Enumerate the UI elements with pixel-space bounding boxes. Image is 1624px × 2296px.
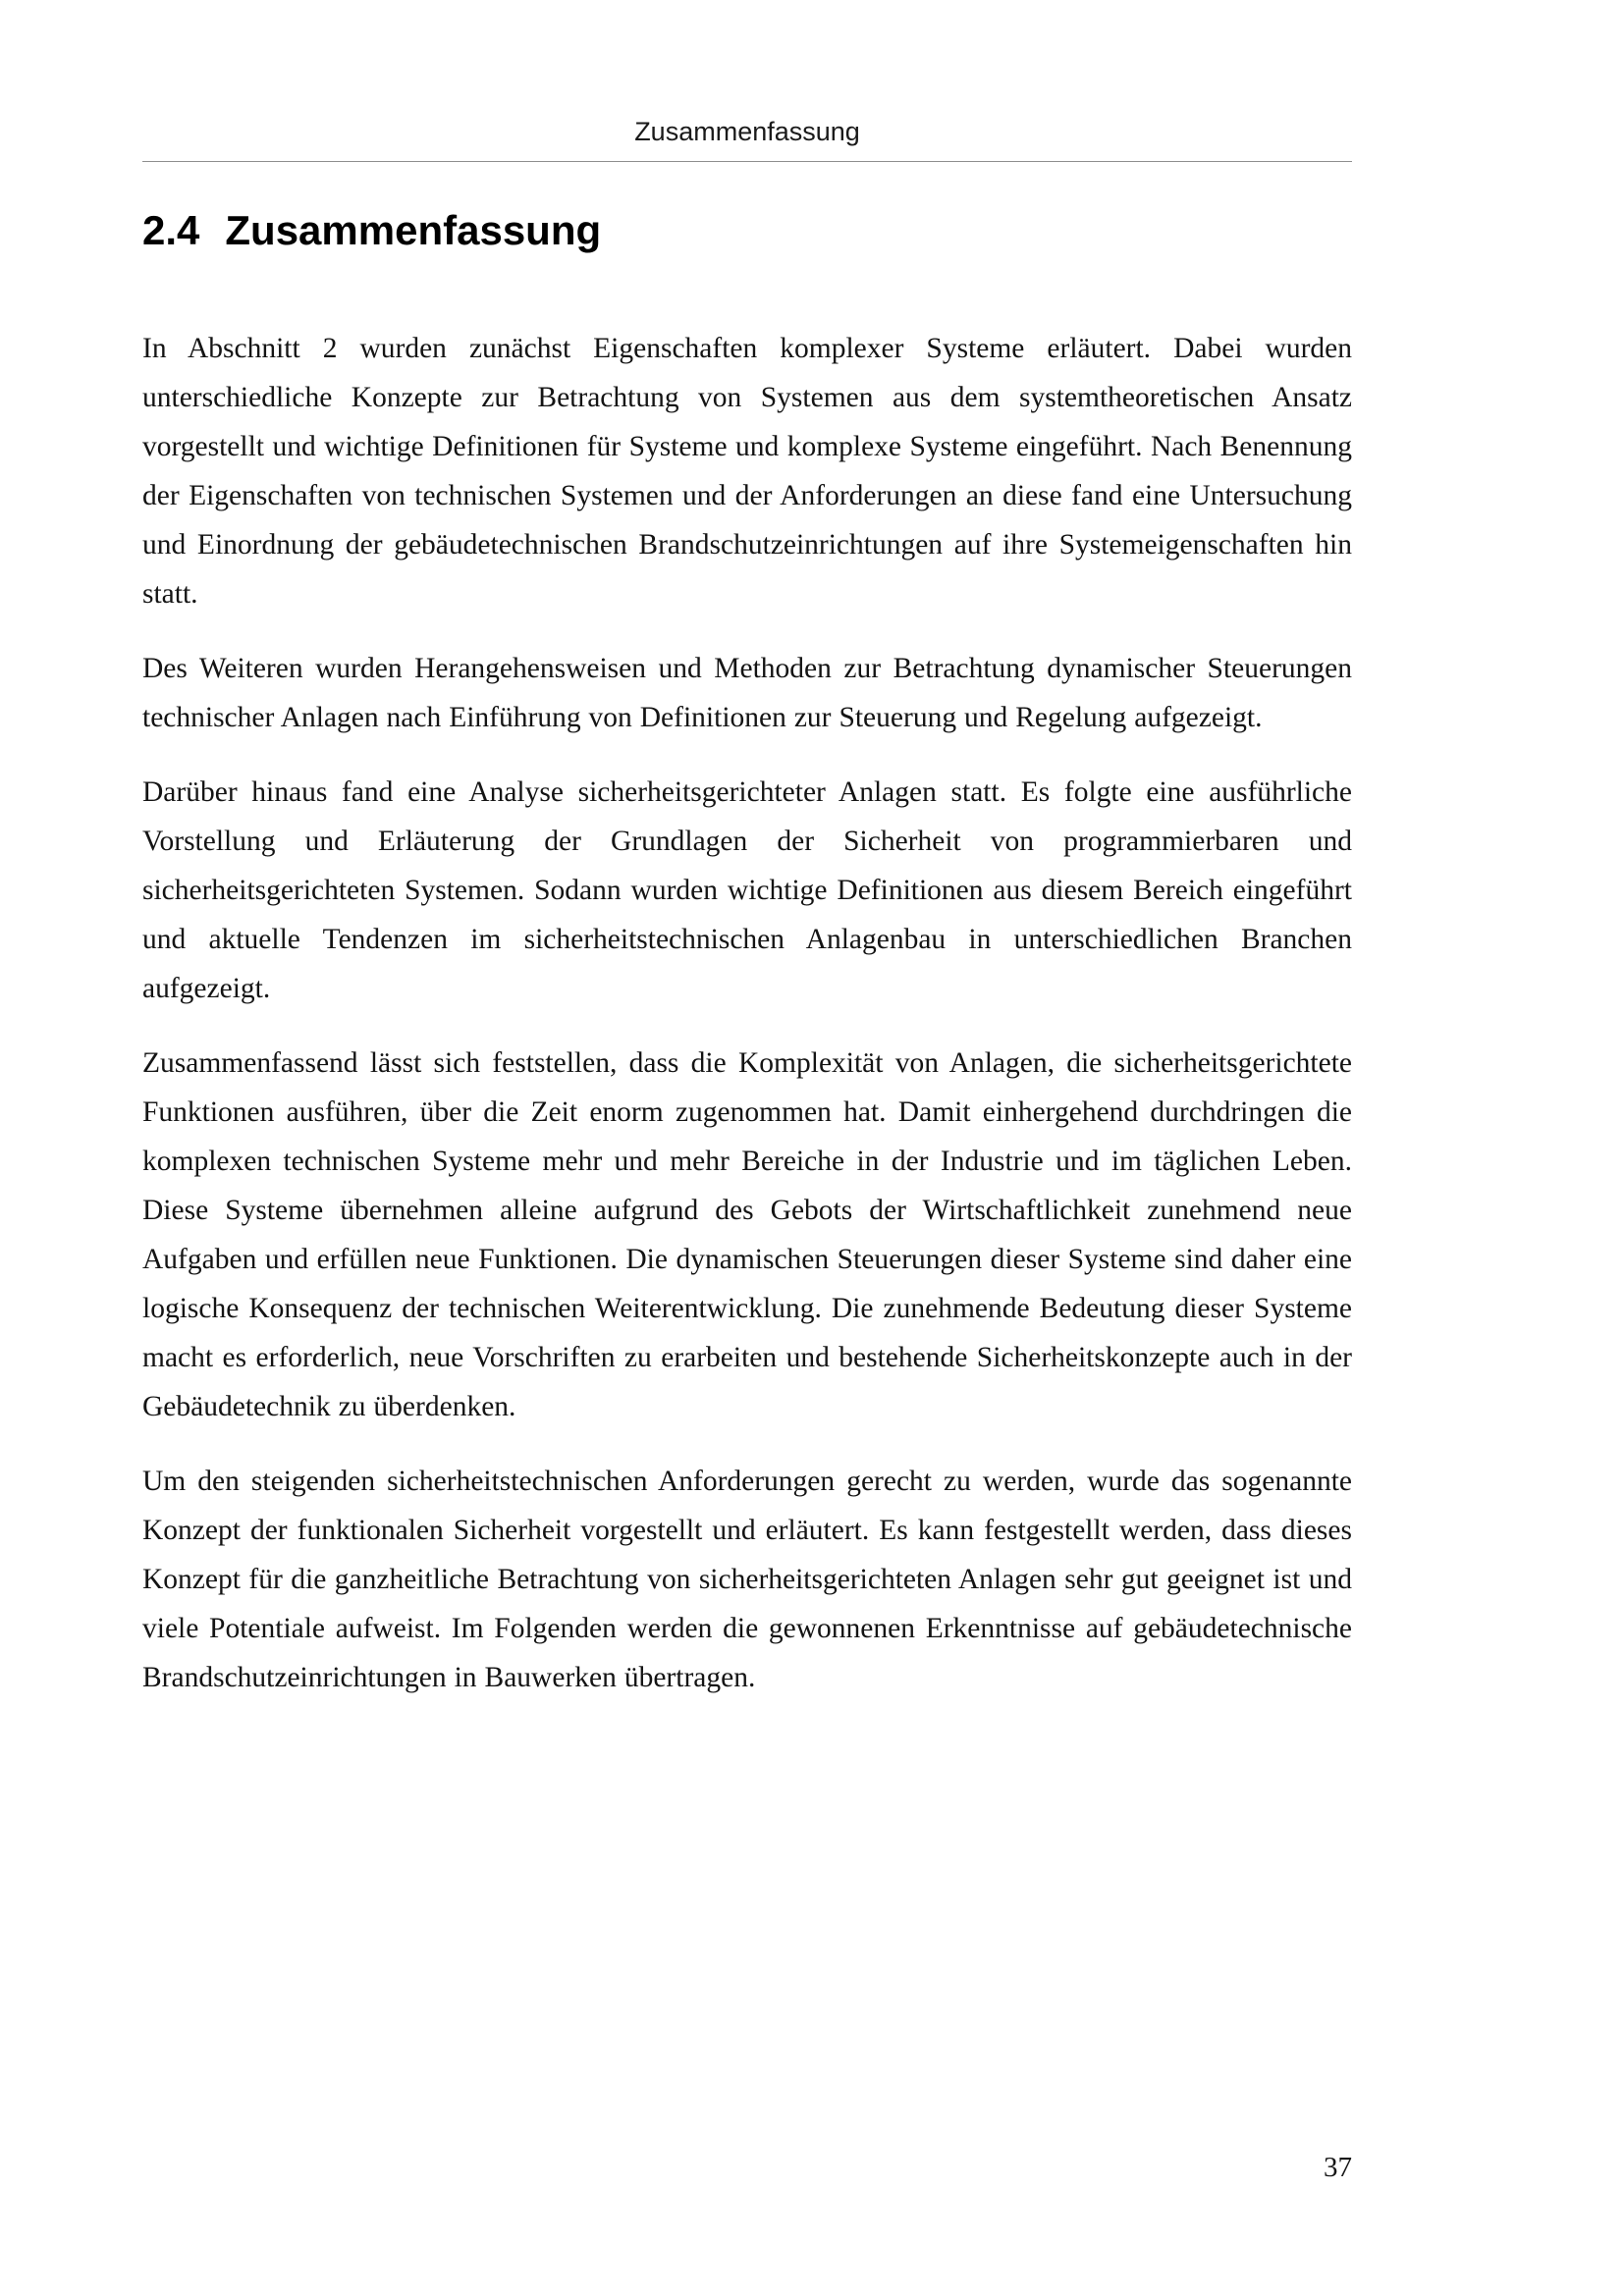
- page-content: [142, 208, 1352, 1702]
- section-title: Zusammenfassung: [225, 207, 602, 253]
- running-header: [142, 116, 1352, 162]
- paragraph-4: Zusammenfassend lässt sich feststellen, dass die Komplexität von Anlagen, die sicherheitsgerichtete Funktionen ausführen, über die Zeit enorm zugenommen hat. Damit einhergehend durchdringen die komplexen technischen Systeme mehr und mehr Bereiche in der Industrie und im täglichen Leben. Diese Systeme übernehmen alleine aufgrund des Gebots der Wirtschaftlichkeit zunehmend neue Aufgaben und erfüllen neue Funktionen. Die dynamischen Steuerungen dieser Systeme sind daher eine logische Konsequenz der technischen Weiterentwicklung. Die zunehmende Bedeutung dieser Systeme macht es erforderlich, neue Vorschriften zu erarbeiten und bestehende Sicherheitskonzepte auch in der Gebäudetechnik zu überdenken.: [142, 1047, 1352, 1423]
- running-header-text: Zusammenfassung: [634, 117, 860, 146]
- section-number: 2.4: [142, 207, 200, 253]
- section-heading: [142, 208, 1352, 253]
- paragraph-2: Des Weiteren wurden Herangehensweisen und Methoden zur Betrachtung dynamischer Steuerungen technischer Anlagen nach Einführung von Definitionen zur Steuerung und Regelung aufgezeigt.: [142, 653, 1352, 734]
- page-number: 37: [1324, 2152, 1352, 2183]
- paragraph-3: Darüber hinaus fand eine Analyse sicherheitsgerichteter Anlagen statt. Es folgte eine ausführliche Vorstellung und Erläuterung der Grundlagen der Sicherheit von programmierbaren und sicherheitsgerichteten Systemen. Sodann wurden wichtige Definitionen aus diesem Bereich eingeführt und aktuelle Tendenzen im sicherheitstechnischen Anlagenbau in unterschiedlichen Branchen aufgezeigt.: [142, 776, 1352, 1005]
- header-rule: [142, 161, 1352, 162]
- paragraph-1: In Abschnitt 2 wurden zunächst Eigenschaften komplexer Systeme erläutert. Dabei wurden unterschiedliche Konzepte zur Betrachtung von Systemen aus dem systemtheoretischen Ansatz vorgestellt und wichtige Definitionen für Systeme und komplexe Systeme eingeführt. Nach Benennung der Eigenschaften von technischen Systemen und der Anforderungen an diese fand eine Untersuchung und Einordnung der gebäudetechnischen Brandschutzeinrichtungen auf ihre Systemeigenschaften hin statt.: [142, 333, 1352, 611]
- paragraph-5: Um den steigenden sicherheitstechnischen Anforderungen gerecht zu werden, wurde das sogenannte Konzept der funktionalen Sicherheit vorgestellt und erläutert. Es kann festgestellt werden, dass dieses Konzept für die ganzheitliche Betrachtung von sicherheitsgerichteten Anlagen sehr gut geeignet ist und viele Potentiale aufweist. Im Folgenden werden die gewonnenen Erkenntnisse auf gebäudetechnische Brandschutzeinrichtungen in Bauwerken übertragen.: [142, 1466, 1352, 1694]
